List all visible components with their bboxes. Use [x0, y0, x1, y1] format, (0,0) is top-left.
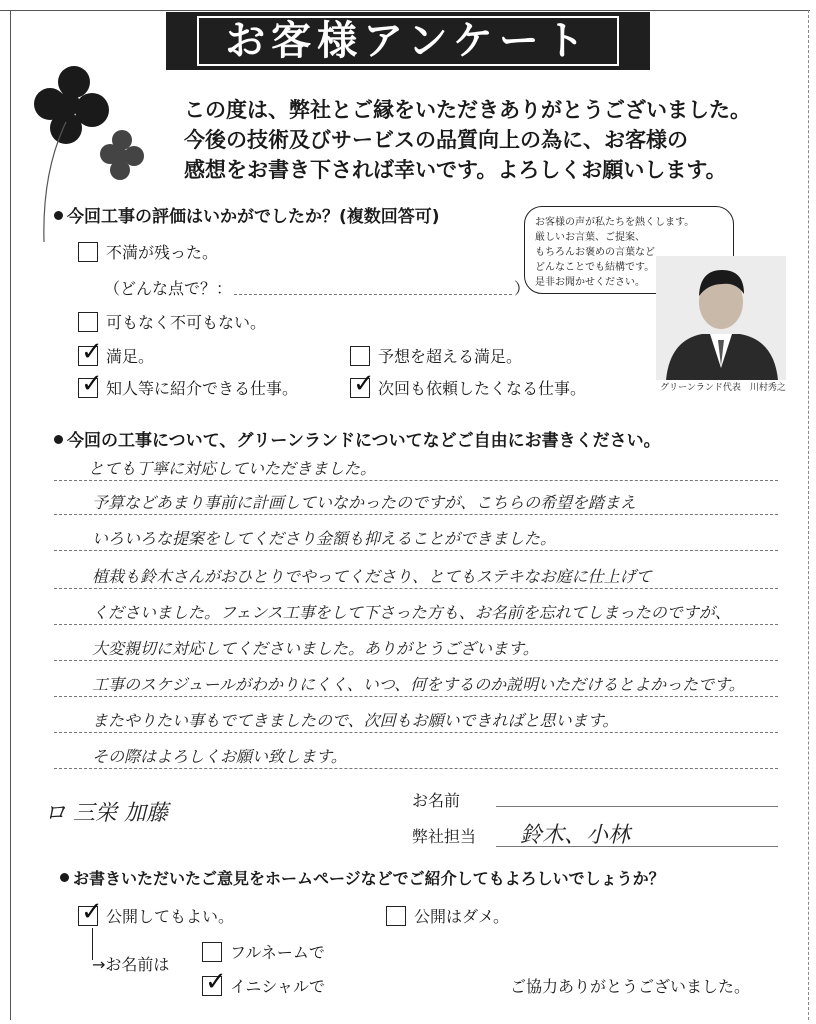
comment-rule — [54, 480, 778, 481]
option-fullname[interactable]: フルネームで — [202, 940, 325, 963]
comment-rule — [54, 660, 778, 661]
comment-rule — [54, 768, 778, 769]
check-mark-icon: ✓ — [353, 368, 375, 399]
what-point-line — [234, 294, 512, 295]
staff-line — [496, 846, 778, 847]
customer-name-handwritten: ロ 三栄 加藤 — [44, 801, 168, 826]
comment-line-9: その際はよろしくお願い致します。 — [92, 747, 347, 766]
person-icon — [656, 256, 786, 380]
intro-line-2: 今後の技術及びサービスの品質向上の為に、お客様の — [184, 128, 688, 152]
option-again[interactable]: ✓ 次回も依頼したくなる仕事。 — [350, 376, 586, 399]
comment-rule — [54, 550, 778, 551]
checkbox-dissatisfied[interactable] — [78, 242, 98, 262]
checkbox-initial[interactable] — [202, 966, 227, 997]
checkbox-public-ok[interactable] — [78, 896, 103, 927]
bullet-icon — [54, 211, 63, 220]
checkbox-fullname[interactable] — [202, 942, 222, 962]
comment-line-8: またやりたい事もでてきましたので、次回もお願いできればと思います。 — [92, 711, 619, 730]
option-dissatisfied[interactable]: 不満が残った。 — [78, 240, 218, 263]
what-point-close: ） — [514, 279, 531, 298]
comment-line-2: 予算などあまり事前に計画していなかったのですが、こちらの希望を踏まえ — [92, 493, 637, 512]
representative-photo — [656, 256, 786, 380]
name-label: お名前 — [412, 791, 461, 810]
intro-line-1: この度は、弊社とご縁をいただきありがとうございました。 — [184, 98, 751, 122]
option-public-ok[interactable]: ✓ 公開してもよい。 — [78, 904, 234, 927]
comment-rule — [54, 696, 778, 697]
check-mark-icon: ✓ — [81, 368, 103, 399]
check-mark-icon: ✓ — [81, 896, 103, 927]
bubble-line: 厳しいお言葉、ご提案、 — [535, 232, 645, 243]
option-exceeded[interactable]: 予想を超える満足。 — [350, 344, 522, 367]
form-title-text: お客様アンケート — [197, 16, 619, 66]
bullet-icon — [60, 873, 69, 882]
check-mark-icon: ✓ — [81, 336, 103, 367]
representative-caption: グリーンランド代表 川村秀之 — [660, 383, 786, 393]
staff-label: 弊社担当 — [412, 827, 477, 846]
checkbox-neutral[interactable] — [78, 312, 98, 332]
checkbox-recommend[interactable] — [78, 368, 103, 399]
bubble-line: お客様の声が私たちを熱くします。 — [535, 217, 695, 228]
checkbox-public-no[interactable] — [386, 906, 406, 926]
comment-line-7: 工事のスケジュールがわかりにくく、いつ、何をするのか説明いただけるとよかったです。 — [92, 675, 745, 694]
form-border-left — [10, 10, 12, 1020]
option-public-no[interactable]: 公開はダメ。 — [386, 904, 509, 927]
comment-rule — [54, 514, 778, 515]
comment-line-6: 大変親切に対応してくださいました。ありがとうございます。 — [92, 639, 539, 658]
checkbox-satisfied[interactable] — [78, 336, 103, 367]
checkbox-exceeded[interactable] — [350, 346, 370, 366]
question-3: お書きいただいたご意見をホームページなどでご紹介してもよろしいでしょうか？ — [60, 866, 665, 889]
option-initial[interactable]: ✓ イニシャルで — [202, 974, 325, 997]
comment-line-4: 植栽も鈴木さんがおひとりでやってくださり、とてもステキなお庭に仕上げて — [92, 567, 652, 586]
option-neutral[interactable]: 可もなく不可もない。 — [78, 310, 266, 333]
question-2: 今回の工事について、グリーンランドについてなどご自由にお書きください。 — [54, 426, 661, 451]
comment-line-5: くださいました。フェンス工事をして下さった方も、お名前を忘れてしまったのですが、 — [92, 603, 731, 622]
option-satisfied[interactable]: ✓ 満足。 — [78, 344, 154, 367]
form-title — [166, 12, 650, 70]
intro-line-3: 感想をお書き下されば幸いです。よろしくお願いします。 — [184, 158, 727, 182]
question-1: 今回工事の評価はいかがでしたか？(複数回答可) — [54, 202, 440, 227]
name-is-label: →お名前は — [92, 955, 170, 974]
staff-handwritten: 鈴木、小林 — [520, 823, 631, 848]
thanks-message: ご協力ありがとうございました。 — [510, 977, 751, 996]
comment-line-3: いろいろな提案をしてくださり金額も抑えることができました。 — [92, 529, 557, 548]
bubble-line: 是非お聞かせください。 — [535, 277, 645, 288]
comment-rule — [54, 732, 778, 733]
bubble-line: もちろんお褒めの言葉など — [535, 247, 655, 258]
checkbox-again[interactable] — [350, 368, 375, 399]
comment-rule — [54, 588, 778, 589]
what-point-field: （どんな点で？： — [104, 279, 233, 298]
check-mark-icon: ✓ — [205, 966, 227, 997]
bullet-icon — [54, 435, 63, 444]
comment-line-1: とても丁寧に対応していただきました。 — [88, 459, 377, 478]
form-border-right — [808, 10, 810, 1020]
bubble-line: どんなことでも結構です。 — [535, 262, 655, 273]
comment-rule — [54, 624, 778, 625]
option-recommend[interactable]: ✓ 知人等に紹介できる仕事。 — [78, 376, 298, 399]
name-line — [496, 806, 778, 807]
